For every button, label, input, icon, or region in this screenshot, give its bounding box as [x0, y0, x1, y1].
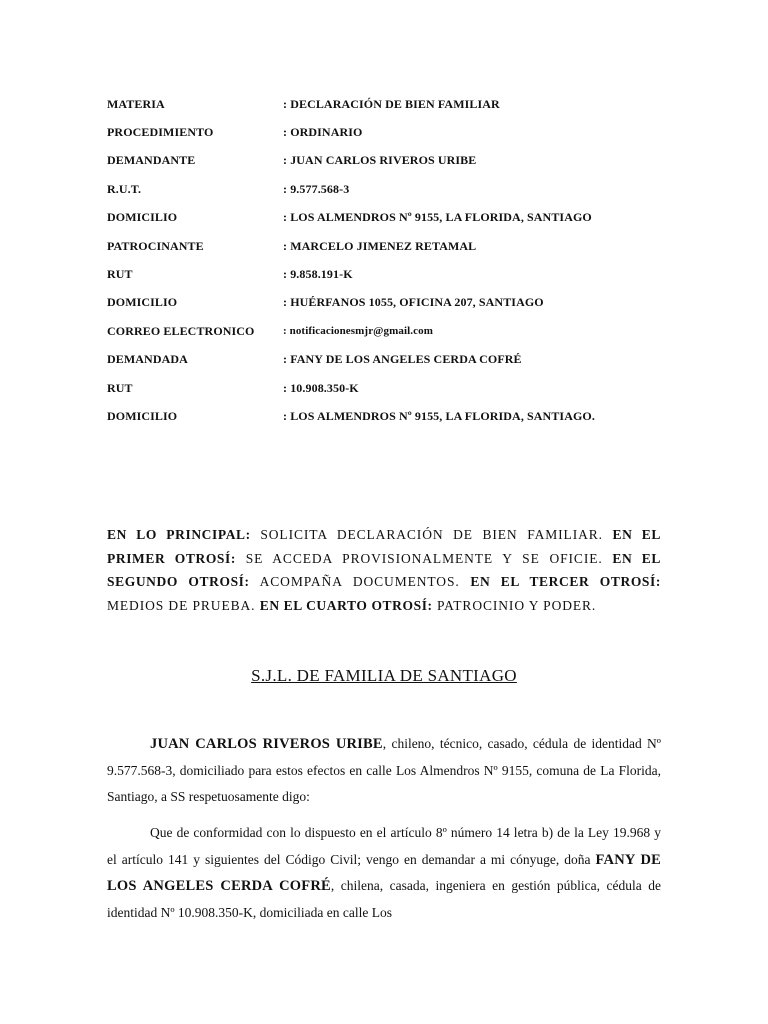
header-value: : 9.858.191-K — [283, 267, 353, 282]
header-row — [107, 118, 667, 146]
header-label: DOMICILIO — [107, 295, 178, 310]
header-row — [107, 289, 667, 317]
plaintiff-name: JUAN CARLOS RIVEROS URIBE — [150, 736, 383, 752]
email-value: : notificacionesmjr@gmail.com — [283, 325, 433, 338]
header-value: : MARCELO JIMENEZ RETAMAL — [283, 238, 477, 253]
defendant-name: FANY DE LOS ANGELES CERDA COFRÉ — [107, 851, 661, 894]
header-value: : DECLARACIÓN DE BIEN FAMILIAR — [283, 96, 500, 111]
header-value: : 9.577.568-3 — [283, 181, 350, 196]
header-row — [107, 90, 667, 118]
header-label: DEMANDANTE — [107, 153, 196, 168]
header-value: : FANY DE LOS ANGELES CERDA COFRÉ — [283, 352, 522, 367]
header-row — [107, 232, 667, 260]
header-label: DOMICILIO — [107, 408, 178, 423]
summary-text: MEDIOS DE PRUEBA. — [107, 597, 260, 613]
header-label: DOMICILIO — [107, 210, 178, 225]
summary-label: EN EL PRIMER OTROSÍ: — [107, 527, 661, 566]
header-value: : JUAN CARLOS RIVEROS URIBE — [283, 153, 477, 168]
summary-label: EN EL CUARTO OTROSÍ: — [259, 597, 433, 613]
header-label: RUT — [107, 380, 133, 395]
header-row — [107, 317, 667, 345]
header-row — [107, 402, 667, 430]
case-header-table — [107, 90, 667, 431]
summary-text: ACOMPAÑA DOCUMENTOS. — [249, 574, 471, 589]
paragraph-text: , chileno, técnico, casado, cédula de identidad Nº 9.577.568-3, domiciliado para estos efectos en calle Los Almendros Nº 9155, comuna de La Florida, Santiago, a SS respetuosamente digo: — [107, 736, 661, 804]
body-paragraph-1 — [107, 731, 661, 811]
summary-text: PATROCINIO Y PODER. — [432, 597, 597, 613]
header-label: RUT — [107, 267, 133, 282]
header-value: : 10.908.350-K — [283, 380, 359, 395]
paragraph-text: , chilena, casada, ingeniera en gestión pública, cédula de identidad Nº 10.908.350-K, domiciliada en calle Los — [107, 878, 661, 920]
header-label: R.U.T. — [107, 181, 142, 196]
header-row — [107, 374, 667, 402]
header-row — [107, 346, 667, 374]
header-row — [107, 147, 667, 175]
header-label: MATERIA — [107, 96, 165, 111]
header-row — [107, 175, 667, 203]
paragraph-text: Que de conformidad con lo dispuesto en el artículo 8º número 14 letra b) de la Ley 19.968 y el artículo 141 y siguientes del Código Civil; vengo en demandar a mi cónyuge, doña — [107, 825, 661, 867]
header-row — [107, 204, 667, 232]
header-row — [107, 260, 667, 288]
court-title: S.J.L. DE FAMILIA DE SANTIAGO — [251, 666, 517, 685]
body-paragraph-2 — [107, 820, 661, 926]
court-heading — [0, 666, 768, 686]
summary-label: EN EL SEGUNDO OTROSÍ: — [107, 550, 661, 589]
header-label: PROCEDIMIENTO — [107, 125, 214, 140]
summary-label: EN LO PRINCIPAL: — [107, 527, 251, 542]
header-value: : LOS ALMENDROS Nº 9155, LA FLORIDA, SANTIAGO. — [283, 408, 595, 423]
header-value: : ORDINARIO — [283, 125, 363, 140]
header-label: PATROCINANTE — [107, 238, 204, 253]
header-value: : HUÉRFANOS 1055, OFICINA 207, SANTIAGO — [283, 295, 544, 310]
header-label: CORREO ELECTRONICO — [107, 323, 255, 338]
summary-text: SE ACCEDA PROVISIONALMENTE Y SE OFICIE. — [236, 550, 613, 566]
header-label: DEMANDADA — [107, 352, 188, 367]
petition-summary — [107, 523, 661, 617]
summary-text: SOLICITA DECLARACIÓN DE BIEN FAMILIAR. — [250, 527, 613, 542]
summary-label: EN EL TERCER OTROSÍ: — [470, 574, 661, 589]
header-value: : LOS ALMENDROS Nº 9155, LA FLORIDA, SANTIAGO — [283, 210, 592, 225]
